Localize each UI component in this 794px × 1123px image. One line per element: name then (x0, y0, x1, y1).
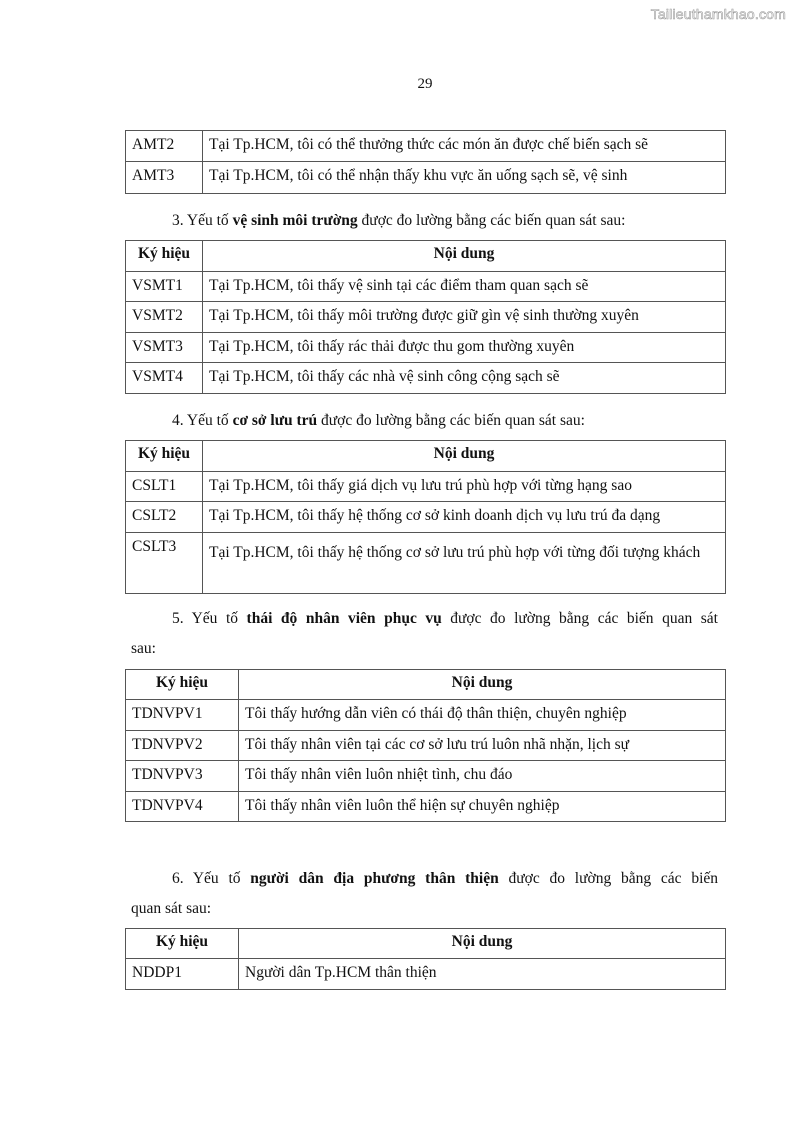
content-cell: Tại Tp.HCM, tôi thấy rác thải được thu gom thường xuyên (203, 333, 726, 363)
table-vsmt (125, 240, 726, 394)
table-nddp (125, 928, 726, 990)
content-cell: Người dân Tp.HCM thân thiện (239, 959, 726, 990)
header-code: Ký hiệu (126, 241, 203, 272)
code-cell: CSLT3 (126, 533, 203, 594)
table-row (126, 302, 726, 333)
heading-bold: thái độ nhân viên phục vụ (246, 610, 442, 627)
heading-prefix: 4. Yếu tố (172, 412, 233, 429)
code-cell: CSLT2 (126, 502, 203, 533)
table-header-row (126, 929, 726, 959)
code-cell: AMT3 (126, 162, 203, 194)
table-row (126, 333, 726, 363)
code-cell: VSMT2 (126, 302, 203, 333)
table-cslt (125, 440, 726, 594)
heading-prefix: 6. Yếu tố (172, 870, 251, 887)
table-row (126, 472, 726, 502)
header-content: Nội dung (239, 929, 726, 959)
table-row (126, 700, 726, 731)
table-header-row (126, 441, 726, 472)
page-number: 29 (417, 76, 433, 92)
content-cell: Tôi thấy nhân viên luôn nhiệt tình, chu đáo (239, 761, 726, 792)
table-row (126, 272, 726, 302)
table-header-row (126, 241, 726, 272)
watermark: Tailieuthamkhao.com (650, 6, 786, 22)
heading-prefix: 5. Yếu tố (172, 610, 247, 627)
content-cell: Tại Tp.HCM, tôi thấy hệ thống cơ sở kinh doanh dịch vụ lưu trú đa dạng (203, 502, 726, 533)
header-content: Nội dung (239, 670, 726, 700)
heading-suffix: được đo lường bằng các biến quan sát sau: (357, 212, 626, 229)
heading-suffix: được đo lường bằng các biến (498, 870, 719, 887)
code-cell: VSMT1 (126, 272, 203, 302)
code-cell: TDNVPV2 (126, 731, 239, 761)
code-cell: VSMT3 (126, 333, 203, 363)
table-row (126, 731, 726, 761)
header-content: Nội dung (203, 441, 726, 472)
table-amt (125, 130, 726, 194)
content-cell: Tại Tp.HCM, tôi thấy các nhà vệ sinh công cộng sạch sẽ (203, 363, 726, 394)
content-cell: Tôi thấy hướng dẫn viên có thái độ thân thiện, chuyên nghiệp (239, 700, 726, 731)
content-cell: Tôi thấy nhân viên luôn thể hiện sự chuyên nghiệp (239, 792, 726, 822)
section-6-heading-line2: quan sát sau: (131, 900, 212, 917)
heading-suffix: được đo lường bằng các biến quan sát sau: (317, 412, 585, 429)
content-cell: Tại Tp.HCM, tôi thấy hệ thống cơ sở lưu trú phù hợp với từng đối tượng khách (203, 533, 726, 594)
table-row (126, 761, 726, 792)
section-4-heading (172, 406, 585, 436)
code-cell: CSLT1 (126, 472, 203, 502)
table-row (126, 502, 726, 533)
section-5-heading-line2: sau: (131, 640, 156, 657)
table-tdnvpv (125, 669, 726, 822)
content-cell: Tôi thấy nhân viên tại các cơ sở lưu trú luôn nhã nhặn, lịch sự (239, 731, 726, 761)
section-3-heading (172, 206, 625, 236)
heading-suffix: được đo lường bằng các biến quan sát (441, 610, 718, 627)
heading-bold: cơ sở lưu trú (232, 412, 318, 429)
section-5-heading (172, 604, 718, 634)
table-row (126, 131, 726, 162)
header-code: Ký hiệu (126, 670, 239, 700)
code-cell: AMT2 (126, 131, 203, 162)
content-cell: Tại Tp.HCM, tôi có thể nhận thấy khu vực ăn uống sạch sẽ, vệ sinh (203, 162, 726, 194)
heading-bold: người dân địa phương thân thiện (250, 870, 499, 887)
content-cell: Tại Tp.HCM, tôi thấy giá dịch vụ lưu trú phù hợp với từng hạng sao (203, 472, 726, 502)
table-header-row (126, 670, 726, 700)
table-row (126, 533, 726, 594)
header-code: Ký hiệu (126, 929, 239, 959)
content-cell: Tại Tp.HCM, tôi thấy vệ sinh tại các điểm tham quan sạch sẽ (203, 272, 726, 302)
heading-bold: vệ sinh môi trường (232, 212, 358, 229)
code-cell: TDNVPV1 (126, 700, 239, 731)
header-code: Ký hiệu (126, 441, 203, 472)
code-cell: TDNVPV4 (126, 792, 239, 822)
content-cell: Tại Tp.HCM, tôi có thể thưởng thức các món ăn được chế biến sạch sẽ (203, 131, 726, 162)
header-content: Nội dung (203, 241, 726, 272)
table-row (126, 959, 726, 990)
code-cell: VSMT4 (126, 363, 203, 394)
code-cell: NDDP1 (126, 959, 239, 990)
table-row (126, 363, 726, 394)
table-row (126, 162, 726, 194)
section-6-heading (172, 864, 718, 894)
content-cell: Tại Tp.HCM, tôi thấy môi trường được giữ gìn vệ sinh thường xuyên (203, 302, 726, 333)
heading-prefix: 3. Yếu tố (172, 212, 233, 229)
table-row (126, 792, 726, 822)
code-cell: TDNVPV3 (126, 761, 239, 792)
